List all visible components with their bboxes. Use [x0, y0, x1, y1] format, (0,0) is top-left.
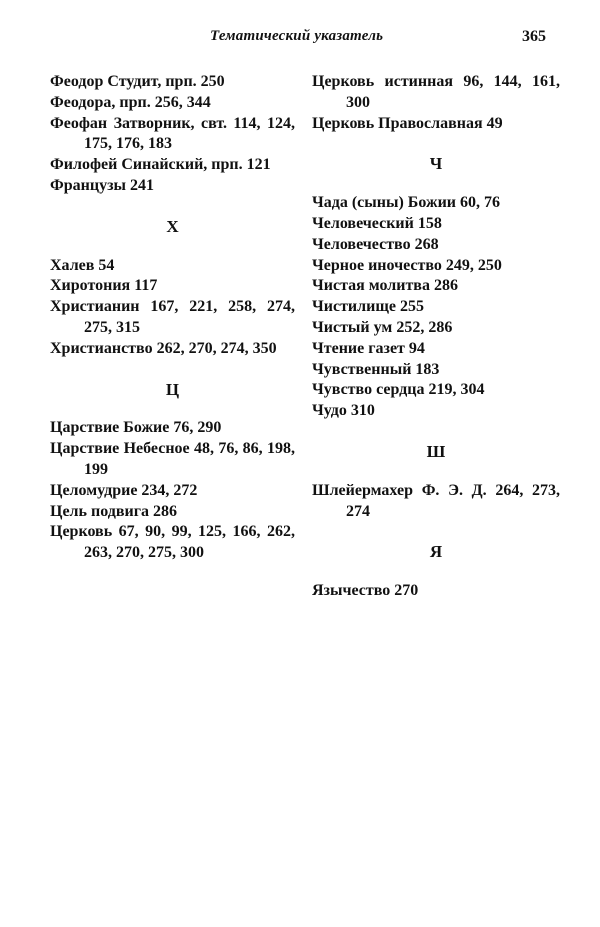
index-entry: Церковь 67, 90, 99, 125, 166, 262, 263, 270, 275, 300 [50, 523, 295, 562]
section-letter-ts: Ц [165, 379, 180, 399]
index-entry: Чистилище 255 [312, 298, 424, 316]
index-entry: Феофан Затворник, свт. 114, 124, 175, 176, 183 [50, 114, 295, 153]
index-entry: Царствие Божие 76, 290 [50, 419, 222, 437]
index-entry: Черное иночество 249, 250 [312, 256, 502, 274]
section-letter-sh: Ш [426, 441, 446, 461]
page-number: 365 [522, 28, 546, 45]
index-entry: Чувство сердца 219, 304 [312, 381, 485, 399]
running-title: Тематический указатель [210, 28, 384, 44]
index-entry: Церковь истинная 96, 144, 161, 300 [312, 73, 560, 111]
index-entry: Шлейермахер Ф. Э. Д. 264, 273, 274 [312, 481, 560, 520]
section-letter-kh: Х [166, 216, 179, 236]
index-entry: Царствие Небесное 48, 76, 86, 198, 199 [50, 440, 295, 478]
index-entry: Чтение газет 94 [312, 339, 425, 357]
index-entry: Человечество 268 [312, 235, 439, 253]
index-column-right [312, 72, 560, 602]
index-entry: Хиротония 117 [50, 277, 158, 295]
index-entry: Христианство 262, 270, 274, 350 [50, 339, 277, 357]
index-entry: Феодора, прп. 256, 344 [50, 93, 211, 111]
index-entry: Целомудрие 234, 272 [50, 481, 198, 499]
index-entry: Чувственный 183 [312, 360, 440, 378]
index-entry: Церковь Православная 49 [312, 114, 503, 132]
index-entry: Чистая молитва 286 [312, 277, 458, 295]
index-entry: Христианин 167, 221, 258, 274, 275, 315 [50, 298, 295, 336]
index-entry: Феодор Студит, прп. 250 [50, 73, 225, 90]
index-entry: Язычество 270 [312, 582, 419, 600]
section-letter-ch: Ч [429, 154, 443, 174]
index-entry: Человеческий 158 [312, 214, 442, 232]
index-entry: Чистый ум 252, 286 [312, 318, 453, 336]
index-entry: Чудо 310 [312, 402, 375, 420]
section-letter-ya: Я [429, 542, 443, 562]
index-entry: Филофей Синайский, прп. 121 [50, 156, 271, 174]
index-entry: Цель подвига 286 [50, 502, 177, 520]
index-entry: Французы 241 [50, 176, 154, 194]
index-column-left [50, 72, 295, 564]
index-entry: Халев 54 [50, 256, 115, 274]
index-entry: Чада (сыны) Божии 60, 76 [312, 194, 501, 212]
